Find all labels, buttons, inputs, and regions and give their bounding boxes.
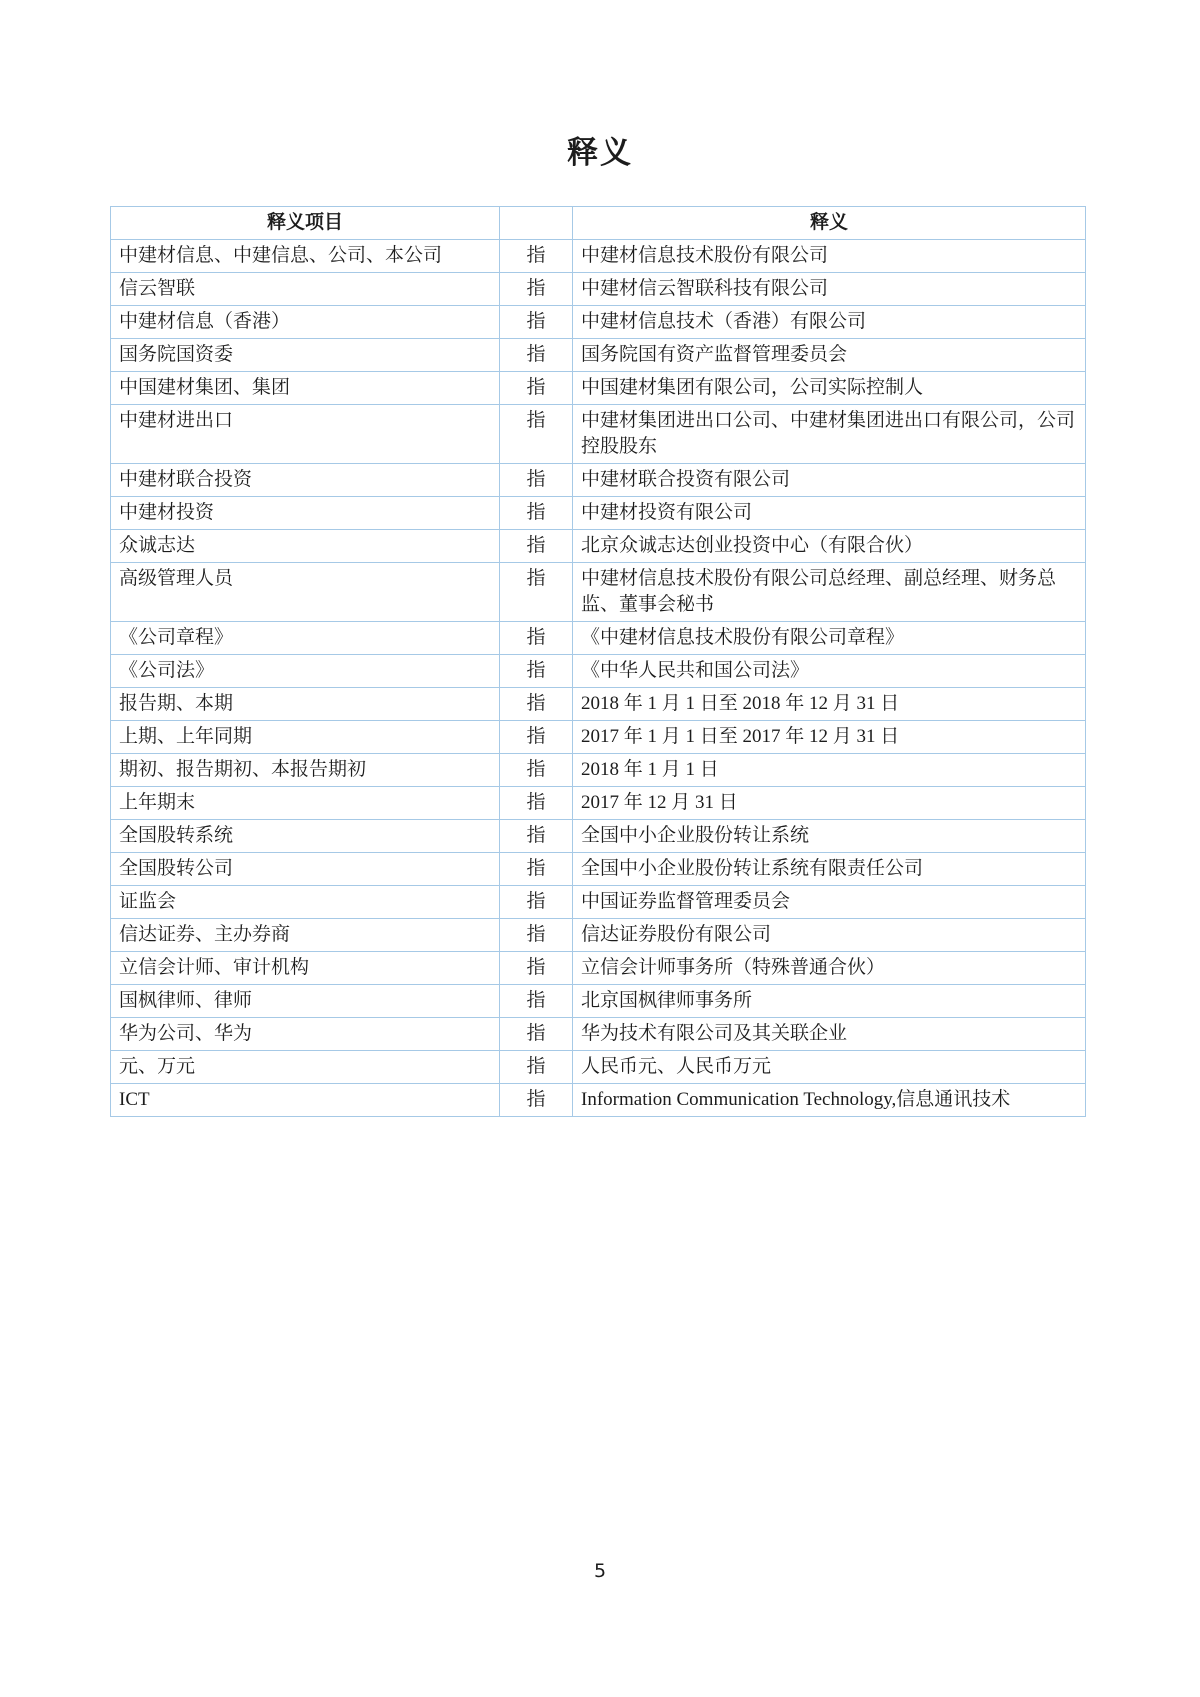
table-row — [111, 1051, 1086, 1084]
definition-cell: 中建材信息技术股份有限公司 — [573, 240, 1086, 273]
zhi-cell: 指 — [500, 530, 573, 563]
definition-cell: 中建材信息技术（香港）有限公司 — [573, 306, 1086, 339]
header-zhi — [500, 207, 573, 240]
definition-cell: 中建材集团进出口公司、中建材集团进出口有限公司，公司控股股东 — [573, 405, 1086, 464]
zhi-cell: 指 — [500, 655, 573, 688]
table-row — [111, 985, 1086, 1018]
table-row — [111, 1084, 1086, 1117]
zhi-cell: 指 — [500, 985, 573, 1018]
term-cell: 报告期、本期 — [111, 688, 500, 721]
term-cell: 全国股转公司 — [111, 853, 500, 886]
term-cell: 元、万元 — [111, 1051, 500, 1084]
term-cell: 众诚志达 — [111, 530, 500, 563]
term-cell: ICT — [111, 1084, 500, 1117]
term-cell: 高级管理人员 — [111, 563, 500, 622]
definition-cell: 中国证券监督管理委员会 — [573, 886, 1086, 919]
table-row — [111, 306, 1086, 339]
table-row — [111, 563, 1086, 622]
definition-cell: 2018 年 1 月 1 日至 2018 年 12 月 31 日 — [573, 688, 1086, 721]
definition-cell: 全国中小企业股份转让系统有限责任公司 — [573, 853, 1086, 886]
zhi-cell: 指 — [500, 405, 573, 464]
term-cell: 中建材信息（香港） — [111, 306, 500, 339]
zhi-cell: 指 — [500, 688, 573, 721]
definition-cell: 中建材投资有限公司 — [573, 497, 1086, 530]
table-row — [111, 530, 1086, 563]
definition-cell: 全国中小企业股份转让系统 — [573, 820, 1086, 853]
zhi-cell: 指 — [500, 721, 573, 754]
zhi-cell: 指 — [500, 1084, 573, 1117]
table-row — [111, 952, 1086, 985]
zhi-cell: 指 — [500, 240, 573, 273]
definition-cell: 中建材联合投资有限公司 — [573, 464, 1086, 497]
table-row — [111, 820, 1086, 853]
zhi-cell: 指 — [500, 622, 573, 655]
zhi-cell: 指 — [500, 952, 573, 985]
definition-cell: 中国建材集团有限公司，公司实际控制人 — [573, 372, 1086, 405]
zhi-cell: 指 — [500, 754, 573, 787]
zhi-cell: 指 — [500, 273, 573, 306]
term-cell: 中建材进出口 — [111, 405, 500, 464]
term-cell: 全国股转系统 — [111, 820, 500, 853]
definition-cell: 中建材信息技术股份有限公司总经理、副总经理、财务总监、董事会秘书 — [573, 563, 1086, 622]
page-title: 释义 — [567, 135, 633, 170]
term-cell: 上年期末 — [111, 787, 500, 820]
definition-cell: 2017 年 1 月 1 日至 2017 年 12 月 31 日 — [573, 721, 1086, 754]
term-cell: 国枫律师、律师 — [111, 985, 500, 1018]
definition-cell: Information Communication Technology,信息通讯技术 — [573, 1084, 1086, 1117]
table-body — [111, 240, 1086, 1117]
term-cell: 证监会 — [111, 886, 500, 919]
zhi-cell: 指 — [500, 1018, 573, 1051]
zhi-cell: 指 — [500, 306, 573, 339]
table-row — [111, 405, 1086, 464]
table-row — [111, 688, 1086, 721]
zhi-cell: 指 — [500, 497, 573, 530]
term-cell: 《公司法》 — [111, 655, 500, 688]
header-term: 释义项目 — [111, 207, 500, 240]
zhi-cell: 指 — [500, 919, 573, 952]
table-row — [111, 721, 1086, 754]
zhi-cell: 指 — [500, 820, 573, 853]
table-row — [111, 787, 1086, 820]
zhi-cell: 指 — [500, 339, 573, 372]
table-row — [111, 497, 1086, 530]
term-cell: 《公司章程》 — [111, 622, 500, 655]
table-row — [111, 464, 1086, 497]
term-cell: 中建材信息、中建信息、公司、本公司 — [111, 240, 500, 273]
table-row — [111, 886, 1086, 919]
definition-cell: 2018 年 1 月 1 日 — [573, 754, 1086, 787]
definition-cell: 信达证券股份有限公司 — [573, 919, 1086, 952]
table-row — [111, 273, 1086, 306]
table-row — [111, 1018, 1086, 1051]
term-cell: 华为公司、华为 — [111, 1018, 500, 1051]
definitions-table — [110, 206, 1086, 1117]
term-cell: 中建材投资 — [111, 497, 500, 530]
definition-cell: 国务院国有资产监督管理委员会 — [573, 339, 1086, 372]
header-definition: 释义 — [573, 207, 1086, 240]
term-cell: 信达证券、主办券商 — [111, 919, 500, 952]
zhi-cell: 指 — [500, 853, 573, 886]
zhi-cell: 指 — [500, 787, 573, 820]
definition-cell: 北京国枫律师事务所 — [573, 985, 1086, 1018]
table-row — [111, 919, 1086, 952]
zhi-cell: 指 — [500, 464, 573, 497]
table-row — [111, 754, 1086, 787]
zhi-cell: 指 — [500, 1051, 573, 1084]
table-header-row — [111, 207, 1086, 240]
definition-cell: 北京众诚志达创业投资中心（有限合伙） — [573, 530, 1086, 563]
definition-cell: 人民币元、人民币万元 — [573, 1051, 1086, 1084]
term-cell: 信云智联 — [111, 273, 500, 306]
page-number: 5 — [593, 1560, 607, 1582]
definition-cell: 2017 年 12 月 31 日 — [573, 787, 1086, 820]
term-cell: 国务院国资委 — [111, 339, 500, 372]
term-cell: 立信会计师、审计机构 — [111, 952, 500, 985]
term-cell: 期初、报告期初、本报告期初 — [111, 754, 500, 787]
term-cell: 中国建材集团、集团 — [111, 372, 500, 405]
table-row — [111, 655, 1086, 688]
table-row — [111, 339, 1086, 372]
table-row — [111, 240, 1086, 273]
zhi-cell: 指 — [500, 372, 573, 405]
table-row — [111, 622, 1086, 655]
definition-cell: 立信会计师事务所（特殊普通合伙） — [573, 952, 1086, 985]
term-cell: 上期、上年同期 — [111, 721, 500, 754]
table-row — [111, 853, 1086, 886]
table-row — [111, 372, 1086, 405]
definition-cell: 华为技术有限公司及其关联企业 — [573, 1018, 1086, 1051]
definition-cell: 《中华人民共和国公司法》 — [573, 655, 1086, 688]
definition-cell: 《中建材信息技术股份有限公司章程》 — [573, 622, 1086, 655]
term-cell: 中建材联合投资 — [111, 464, 500, 497]
definition-cell: 中建材信云智联科技有限公司 — [573, 273, 1086, 306]
zhi-cell: 指 — [500, 563, 573, 622]
zhi-cell: 指 — [500, 886, 573, 919]
